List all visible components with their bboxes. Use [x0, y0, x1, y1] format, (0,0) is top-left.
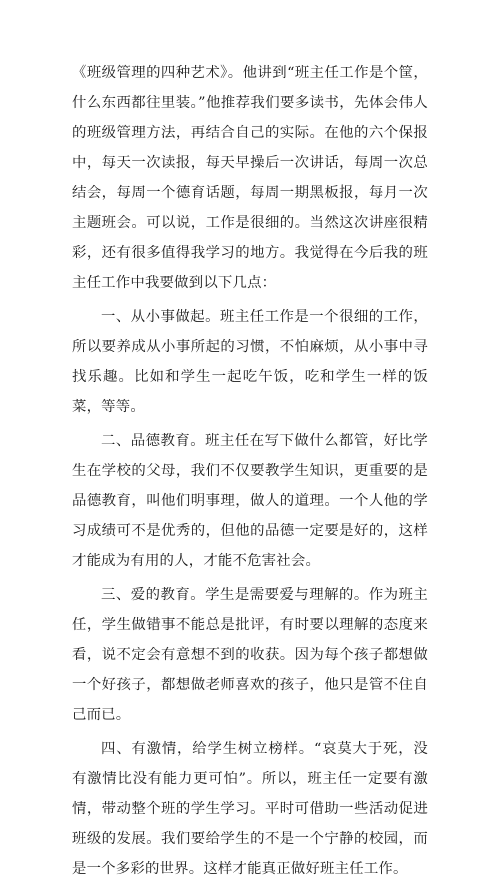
document-body	[72, 58, 428, 884]
paragraph-point-3: 三、爱的教育。学生是需要爱与理解的。作为班主任，学生做错事不能总是批评，有时要以理解的态度来看，说不定会有意想不到的收获。因为每个孩子都想做一个好孩子，都想做老师喜欢的孩子，他只是管不住自己而已。	[72, 587, 428, 723]
paragraph-point-4: 四、有激情，给学生树立榜样。“哀莫大于死，没有激情比没有能力更可怕”。所以，班主任一定要有激情，带动整个班的学生学习。平时可借助一些活动促进班级的发展。我们要给学生的不是一个宁静的校园，而是一个多彩的世界。这样才能真正做好班主任工作。	[72, 741, 428, 877]
paragraph-point-1: 一、从小事做起。班主任工作是一个很细的工作，所以要养成从小事所起的习惯，不怕麻烦，从小事中寻找乐趣。比如和学生一起吃午饭，吃和学生一样的饭菜，等等。	[72, 309, 428, 415]
paragraph-intro: 《班级管理的四种艺术》。他讲到“班主任工作是个筐，什么东西都往里装。”他推荐我们要多读书，先体会伟人的班级管理方法，再结合自己的实际。在他的六个保报中，每天一次读报，每天早操后一次讲话，每周一次总结会，每周一个德育话题，每周一期黑板报，每月一次主题班会。可以说，工作是很细的。当然这次讲座很精彩，还有很多值得我学习的地方。我觉得在今后我的班主任工作中我要做到以下几点：	[72, 65, 428, 291]
paragraph-point-2: 二、品德教育。班主任在写下做什么都管，好比学生在学校的父母，我们不仅要教学生知识，更重要的是品德教育，叫他们明事理，做人的道理。一个人他的学习成绩可不是优秀的，但他的品德一定要是好的，这样才能成为有用的人，才能不危害社会。	[72, 433, 428, 569]
